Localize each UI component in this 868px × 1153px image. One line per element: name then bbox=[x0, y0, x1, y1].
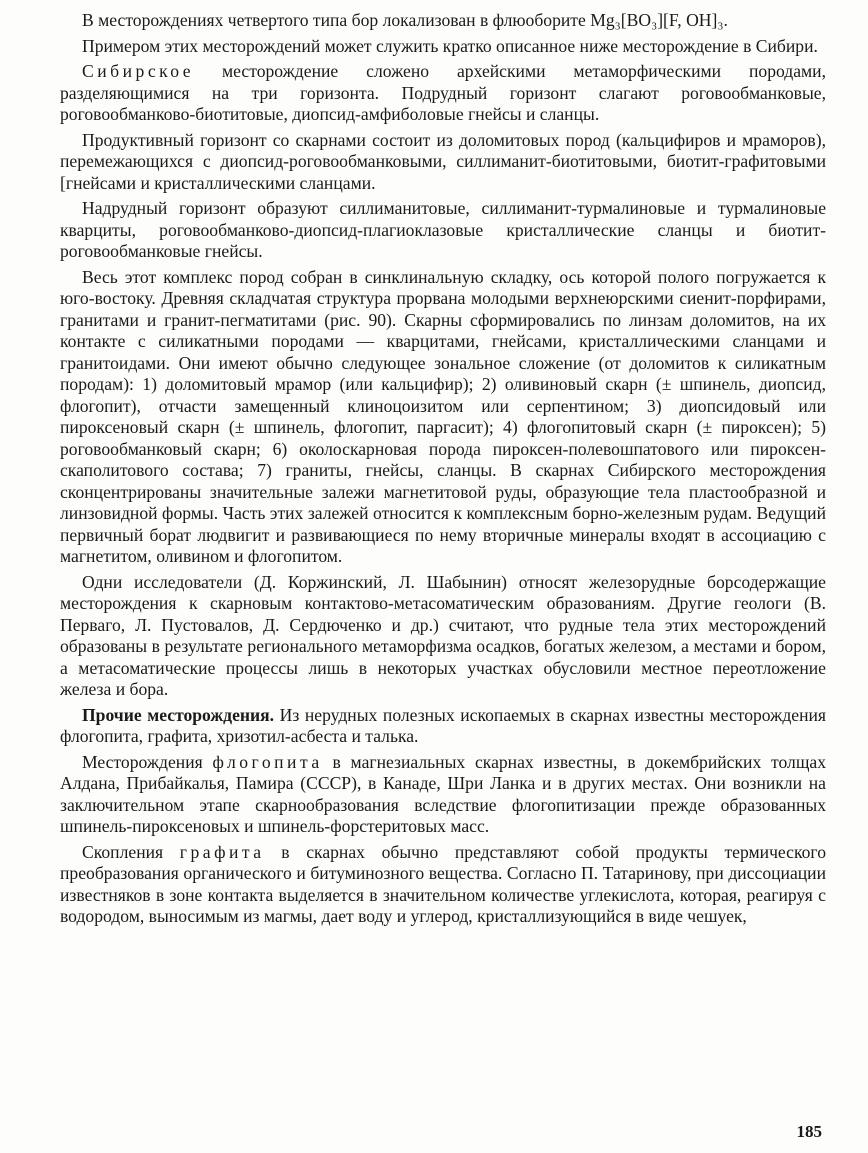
paragraph-siberian-text: месторождение сложено архейскими метаморфическими породами, разделяющимися на три горизонта. Подрудный горизонт слагают роговообманковые, роговообманково-биотитовые, диопсид-амфиболовые гнейсы и сланцы. bbox=[60, 61, 826, 124]
spaced-term-phlogopite: флогопита bbox=[212, 751, 323, 772]
spaced-term-siberian: Сибирское bbox=[82, 61, 195, 81]
graphite-intro: Скопления bbox=[82, 841, 180, 862]
paragraph-phlogopite bbox=[60, 752, 826, 838]
paragraph-researchers: Одни исследователи (Д. Коржинский, Л. Шабынин) относят железорудные борсодержащие месторождения к скарновым контактово-метасоматическим образованиям. Другие геологи (В. Перваго, Л. Пустовалов, Д. Сердюченко и др.) считают, что рудные тела этих месторождений образованы в результате регионального метаморфизма осадков, богатых железом, а местами и бором, а метасоматические процессы лишь в некоторых участках обусловили местное переотложение железа и бора. bbox=[60, 571, 826, 699]
paragraph-other-deposits bbox=[60, 705, 826, 748]
paragraph-siberian-deposit bbox=[60, 61, 826, 126]
spaced-term-graphite: графита bbox=[179, 841, 265, 862]
paragraph-fourth-type: В месторождениях четвертого типа бор локализован в флюоборите Mg₃[BO₃][F, OH]₃. bbox=[82, 10, 728, 30]
section-heading-other-deposits: Прочие месторождения. bbox=[82, 704, 275, 725]
paragraph-overlying-horizon: Надрудный горизонт образуют силлиманитовые, силлиманит-турмалиновые и турмалиновые кварциты, роговообманково-диопсид-плагиоклазовые кристаллические сланцы и биотит-роговообманковые гнейсы. bbox=[60, 198, 826, 261]
phlogopite-text: в магнезиальных скарнах известны, в докембрийских толщах Алдана, Прибайкалья, Памира (СССР), в Канаде, Шри Ланка и в других местах. Они возникли на заключительном этапе скарнообразования вследствие флогопитизации прежде образованных шпинель-пироксеновых и шпинель-форстеритовых масс. bbox=[60, 751, 826, 836]
paragraph-other-deposits-text: Из нерудных полезных ископаемых в скарнах известны месторождения флогопита, графита, хризотил-асбеста и талька. bbox=[60, 704, 826, 746]
paragraph-skarn-zoning: Весь этот комплекс пород собран в синклинальную складку, ось которой полого погружается к юго-востоку. Древняя складчатая структура прорвана молодыми верхнеюрскими сиенит-порфирами, гранитами и гранит-пегматитами (рис. 90). Скарны сформировались по линзам доломитов, на их контакте с силикатными породами — кварцитами, гнейсами, кристаллическими сланцами и гранитоидами. Они имеют обычно следующее зональное сложение (от доломитов к силикатным породам): 1) доломитовый мрамор (или кальцифир); 2) оливиновый скарн (± шпинель, диопсид, флогопит), отчасти замещенный клиноцоизитом или серпентином; 3) диопсидовый или пироксеновый скарн (± шпинель, флогопит, паргасит); 4) флогопитовый скарн (± пироксен); 5) роговообманковый скарн; 6) околоскарновая порода пироксен-полевошпатового или пироксен-скаполитового состава; 7) граниты, гнейсы, сланцы. В скарнах Сибирского месторождения сконцентрированы значительные залежи магнетитовой руды, образующие тела пластообразной и линзовидной формы. Часть этих залежей относится к комплексным борно-железным рудам. Ведущий первичный борат людвигит и развивающиеся по нему вторичные минералы входят в ассоциацию с магнетитом, оливином и флогопитом. bbox=[60, 266, 826, 566]
page-number: 185 bbox=[796, 1122, 822, 1141]
paragraph-example: Примером этих месторождений может служить кратко описанное ниже месторождение в Сибири. bbox=[82, 35, 818, 56]
graphite-text: в скарнах обычно представляют собой продукты термического преобразования органического и битуминозного вещества. Согласно П. Татаринову, при диссоциации известняков в зоне контакта выделяется в значительном количестве углекислота, которая, реагируя с водородом, выносимым из магмы, дает воду и углерод, кристаллизующийся в виде чешуек, bbox=[60, 841, 826, 926]
paragraph-graphite bbox=[60, 842, 826, 928]
phlogopite-intro: Месторождения bbox=[82, 751, 213, 772]
body-text bbox=[60, 10, 826, 932]
paragraph-productive-horizon: Продуктивный горизонт со скарнами состоит из доломитовых пород (кальцифиров и мраморов), перемежающихся с диопсид-роговообманковыми, силлиманит-биотитовыми, биотит-графитовыми [гнейсами и кристаллическими сланцами. bbox=[60, 129, 826, 193]
